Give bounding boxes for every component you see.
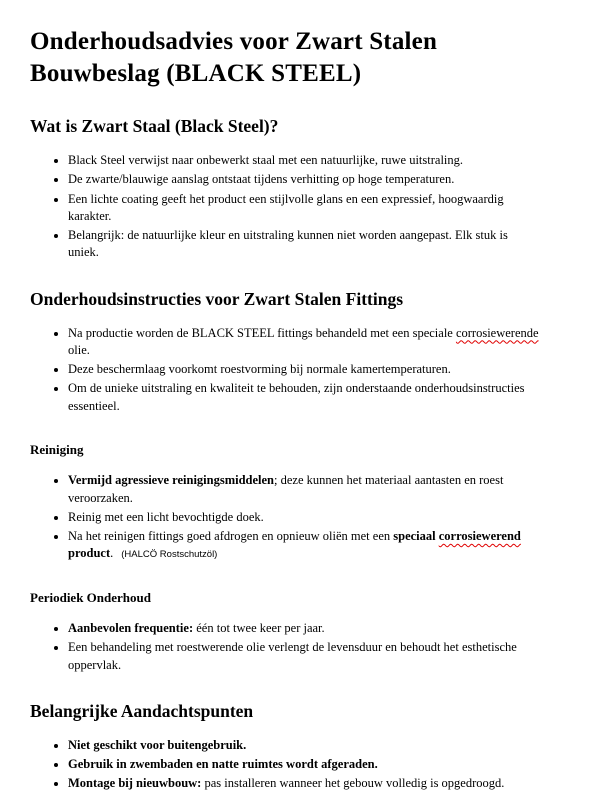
text-segment: olie. [68,342,90,357]
list-item [68,528,539,563]
text-segment: Een lichte coating geeft het product een stijlvolle glans en een expressief, hoogwaardig karakter. [68,191,504,223]
bold-segment: Montage bij nieuwbouw: [68,776,202,791]
bold-segment: Vermijd agressieve reinigingsmiddelen [68,473,275,488]
list-item [68,509,539,526]
note-segment: (HALCÖ Rostschutzöl) [121,549,218,561]
list-item [68,639,539,674]
list-item [68,756,539,773]
text-segment: . [110,546,114,561]
bold-segment: product [68,546,111,561]
misspelled-word: corrosiewerende [455,325,539,340]
list-item [68,620,539,637]
text-segment: Deze beschermlaag voorkomt roestvorming bij normale kamertemperaturen. [68,362,451,376]
heading-periodiek-onderhoud: Periodiek Onderhoud [30,589,151,605]
text-segment: Om de unieke uitstraling en kwaliteit te behouden, zijn onderstaande onderhoudsinstructies essentieel. [68,381,525,413]
text-segment: Black Steel verwijst naar onbewerkt staal met een natuurlijke, ruwe uitstraling. [68,153,464,167]
bullet-list-onderhoudsinstructies [30,325,539,415]
bullet-list-reiniging [30,472,539,562]
heading-what-is-zwart-staal: Wat is Zwart Staal (Black Steel)? [30,116,279,136]
bold-segment: Gebruik in zwembaden en natte ruimtes wordt afgeraden. [68,757,378,772]
list-item [68,152,539,169]
list-item [68,191,539,226]
list-item [68,227,539,262]
text-segment: Een behandeling met roestwerende olie verlengt de levensduur en behoudt het esthetische oppervlak. [68,640,517,672]
misspelled-word: corrosiewerend [438,529,521,544]
text-segment: Na het reinigen fittings goed afdrogen en opnieuw oliën met een [68,529,394,544]
text-segment: één tot twee keer per jaar. [193,621,325,636]
list-item [68,325,539,360]
heading-belangrijke-aandachtspunten: Belangrijke Aandachtspunten [30,700,254,721]
bullet-list-periodiek [30,620,539,674]
text-segment: Belangrijk: de natuurlijke kleur en uitstraling kunnen niet worden aangepast. Elk stuk is uniek. [68,228,508,260]
heading-onderhoudsinstructies: Onderhoudsinstructies voor Zwart Stalen Fittings [30,288,404,309]
bold-segment: speciaal [393,529,439,544]
list-item [68,472,539,507]
heading-reiniging: Reiniging [30,441,84,457]
bold-segment: Niet geschikt voor buitengebruik. [68,737,247,752]
text-segment: De zwarte/blauwige aanslag ontstaat tijdens verhitting op hoge temperaturen. [68,172,455,187]
list-item [68,171,539,188]
list-item [68,380,539,415]
list-item [68,775,539,792]
text-segment: Reinig met een licht bevochtigde doek. [68,509,264,524]
text-segment: ; deze kunnen het materiaal aantasten en roest veroorzaken. [68,473,504,505]
text-segment: pas installeren wanneer het gebouw volledig is opgedroogd. [201,776,505,791]
bold-segment: Aanbevolen frequentie: [68,621,194,636]
bullet-list-aandachtspunten [30,737,539,793]
list-item [68,737,539,754]
list-item [68,361,539,378]
text-segment: Na productie worden de BLACK STEEL fittings behandeld met een speciale [68,325,456,340]
document-title: Onderhoudsadvies voor Zwart Stalen Bouwbeslag (BLACK STEEL) [30,28,438,87]
bullet-list-what-is [30,152,539,262]
